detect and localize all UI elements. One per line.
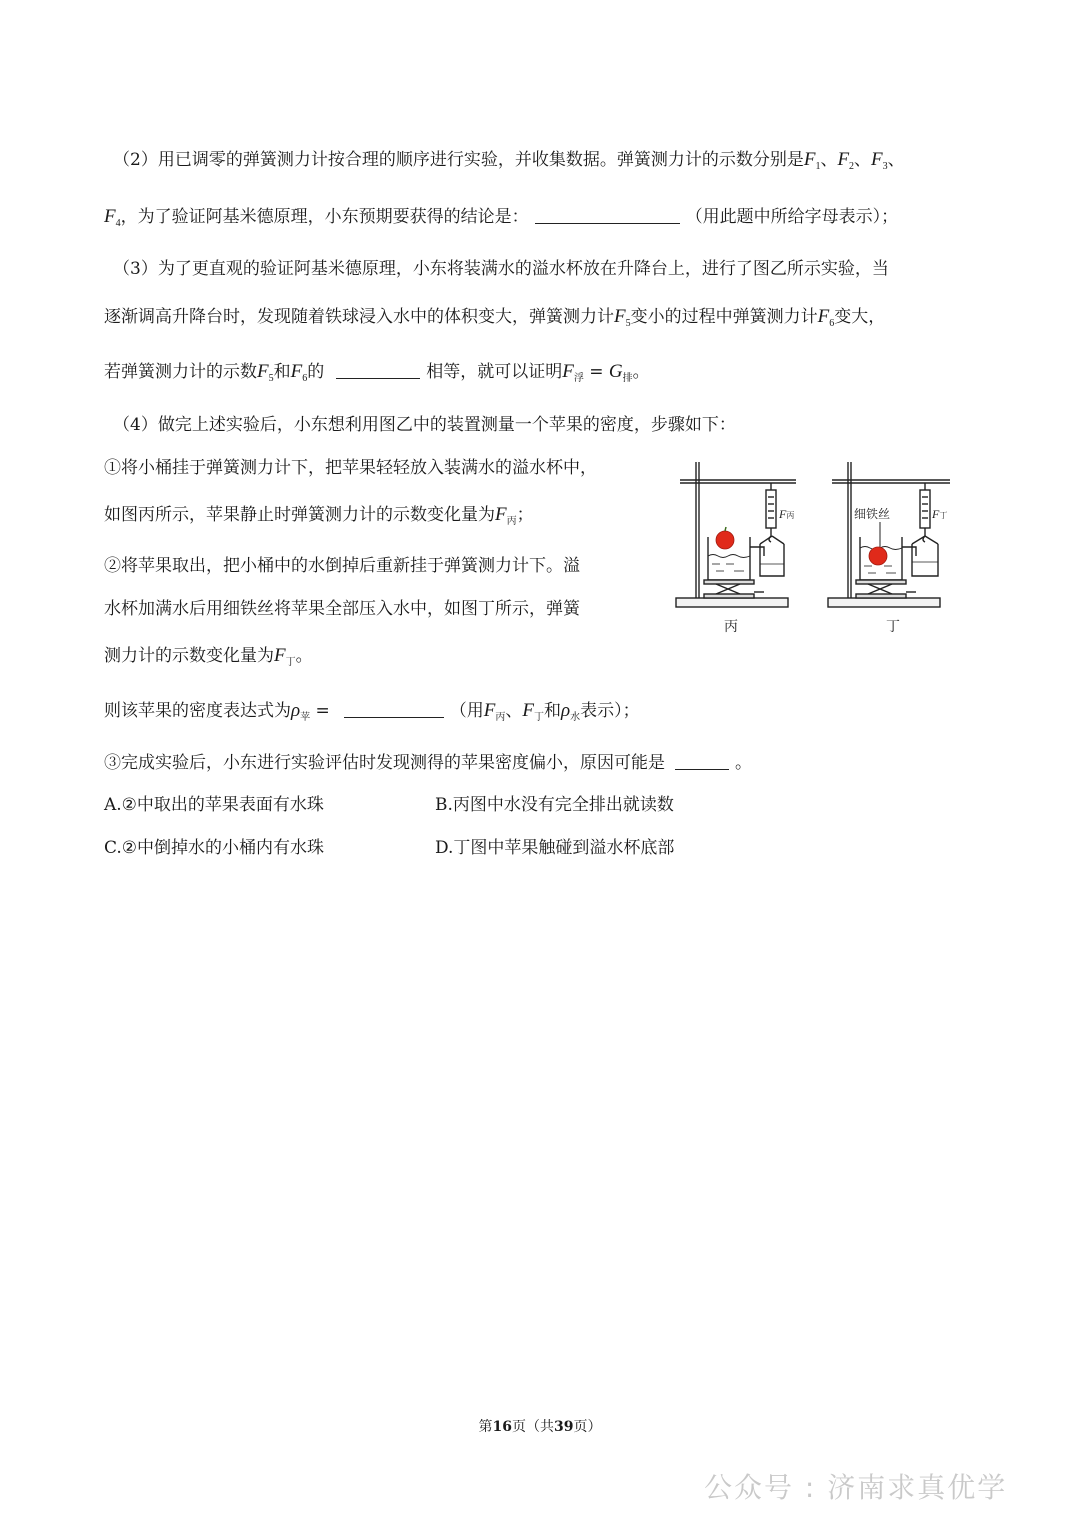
q3-line-1: （3）为了更直观的验证阿基米德原理，小东将装满水的溢水杯放在升降台上，进行了图乙所示实验，当 — [113, 259, 889, 279]
figure-label-ding: 丁 — [886, 619, 900, 635]
answer-blank-q2[interactable] — [535, 207, 680, 224]
watermark: 公众号 : 济南求真优学 — [704, 1471, 1008, 1504]
q4-step2-line-2: 水杯加满水后用细铁丝将苹果全部压入水中，如图丁所示，弹簧 — [104, 599, 580, 619]
apple-stem-bing — [725, 527, 726, 531]
q2-line-1: （2）用已调零的弹簧测力计按合理的顺序进行实验，并收集数据。弹簧测力计的示数分别是$F_1$、$F_2$、$F_3$、 — [113, 149, 905, 172]
q4-density-line: 则该苹果的密度表达式为$\rho_苹$ = （用$F_丙$、$F_丁$和$\rho_水$表示）； — [104, 700, 640, 723]
q4-intro: （4）做完上述实验后，小东想利用图乙中的装置测量一个苹果的密度，步骤如下： — [113, 415, 736, 435]
page-total: 39 — [554, 1419, 574, 1435]
force-label-ding: F丁 — [932, 507, 948, 521]
wire-label: 细铁丝 — [854, 507, 891, 521]
option-a[interactable]: A.②中取出的苹果表面有水珠 — [104, 795, 324, 815]
q4-step3: ③完成实验后，小东进行实验评估时发现测得的苹果密度偏小，原因可能是 。 — [104, 753, 752, 773]
panel-bing — [676, 462, 796, 607]
experiment-figure — [668, 452, 958, 647]
experiment-diagram — [668, 452, 958, 642]
q3-line-2: 逐渐调高升降台时，发现随着铁球浸入水中的体积变大，弹簧测力计$F_5$变小的过程中弹簧测力计$F_6$变大， — [104, 306, 886, 329]
answer-blank-density[interactable] — [344, 701, 444, 718]
option-d[interactable]: D.丁图中苹果触碰到溢水杯底部 — [435, 838, 675, 858]
q3-line-3: 若弹簧测力计的示数$F_5$和$F_6$的 相等，就可以证明$F_浮 = G_排$。 — [104, 361, 650, 384]
q4-step2-line-1: ②将苹果取出，把小桶中的水倒掉后重新挂于弹簧测力计下。溢 — [104, 556, 580, 576]
apple-icon-ding — [869, 547, 887, 565]
apple-icon-bing — [716, 531, 734, 549]
panel-ding — [828, 462, 950, 607]
figure-label-bing: 丙 — [724, 619, 738, 635]
option-b[interactable]: B.丙图中水没有完全排出就读数 — [435, 795, 674, 815]
answer-blank-step3[interactable] — [675, 753, 729, 770]
q4-step1-line-1: ①将小桶挂于弹簧测力计下，把苹果轻轻放入装满水的溢水杯中， — [104, 458, 597, 478]
answer-blank-q3[interactable] — [336, 362, 420, 379]
q4-step1-line-2: 如图丙所示，苹果静止时弹簧测力计的示数变化量为$F_丙$； — [104, 504, 534, 527]
page-number: 16 — [492, 1419, 512, 1435]
q4-step2-line-3: 测力计的示数变化量为$F_丁$。 — [104, 645, 313, 668]
q2-line-2: $F_4$，为了验证阿基米德原理，小东预期要获得的结论是： （用此题中所给字母表示）； — [104, 206, 899, 229]
force-label-bing: F丙 — [779, 507, 795, 521]
page-footer: 第16页（共39页） — [478, 1419, 602, 1435]
option-c[interactable]: C.②中倒掉水的小桶内有水珠 — [104, 838, 325, 858]
